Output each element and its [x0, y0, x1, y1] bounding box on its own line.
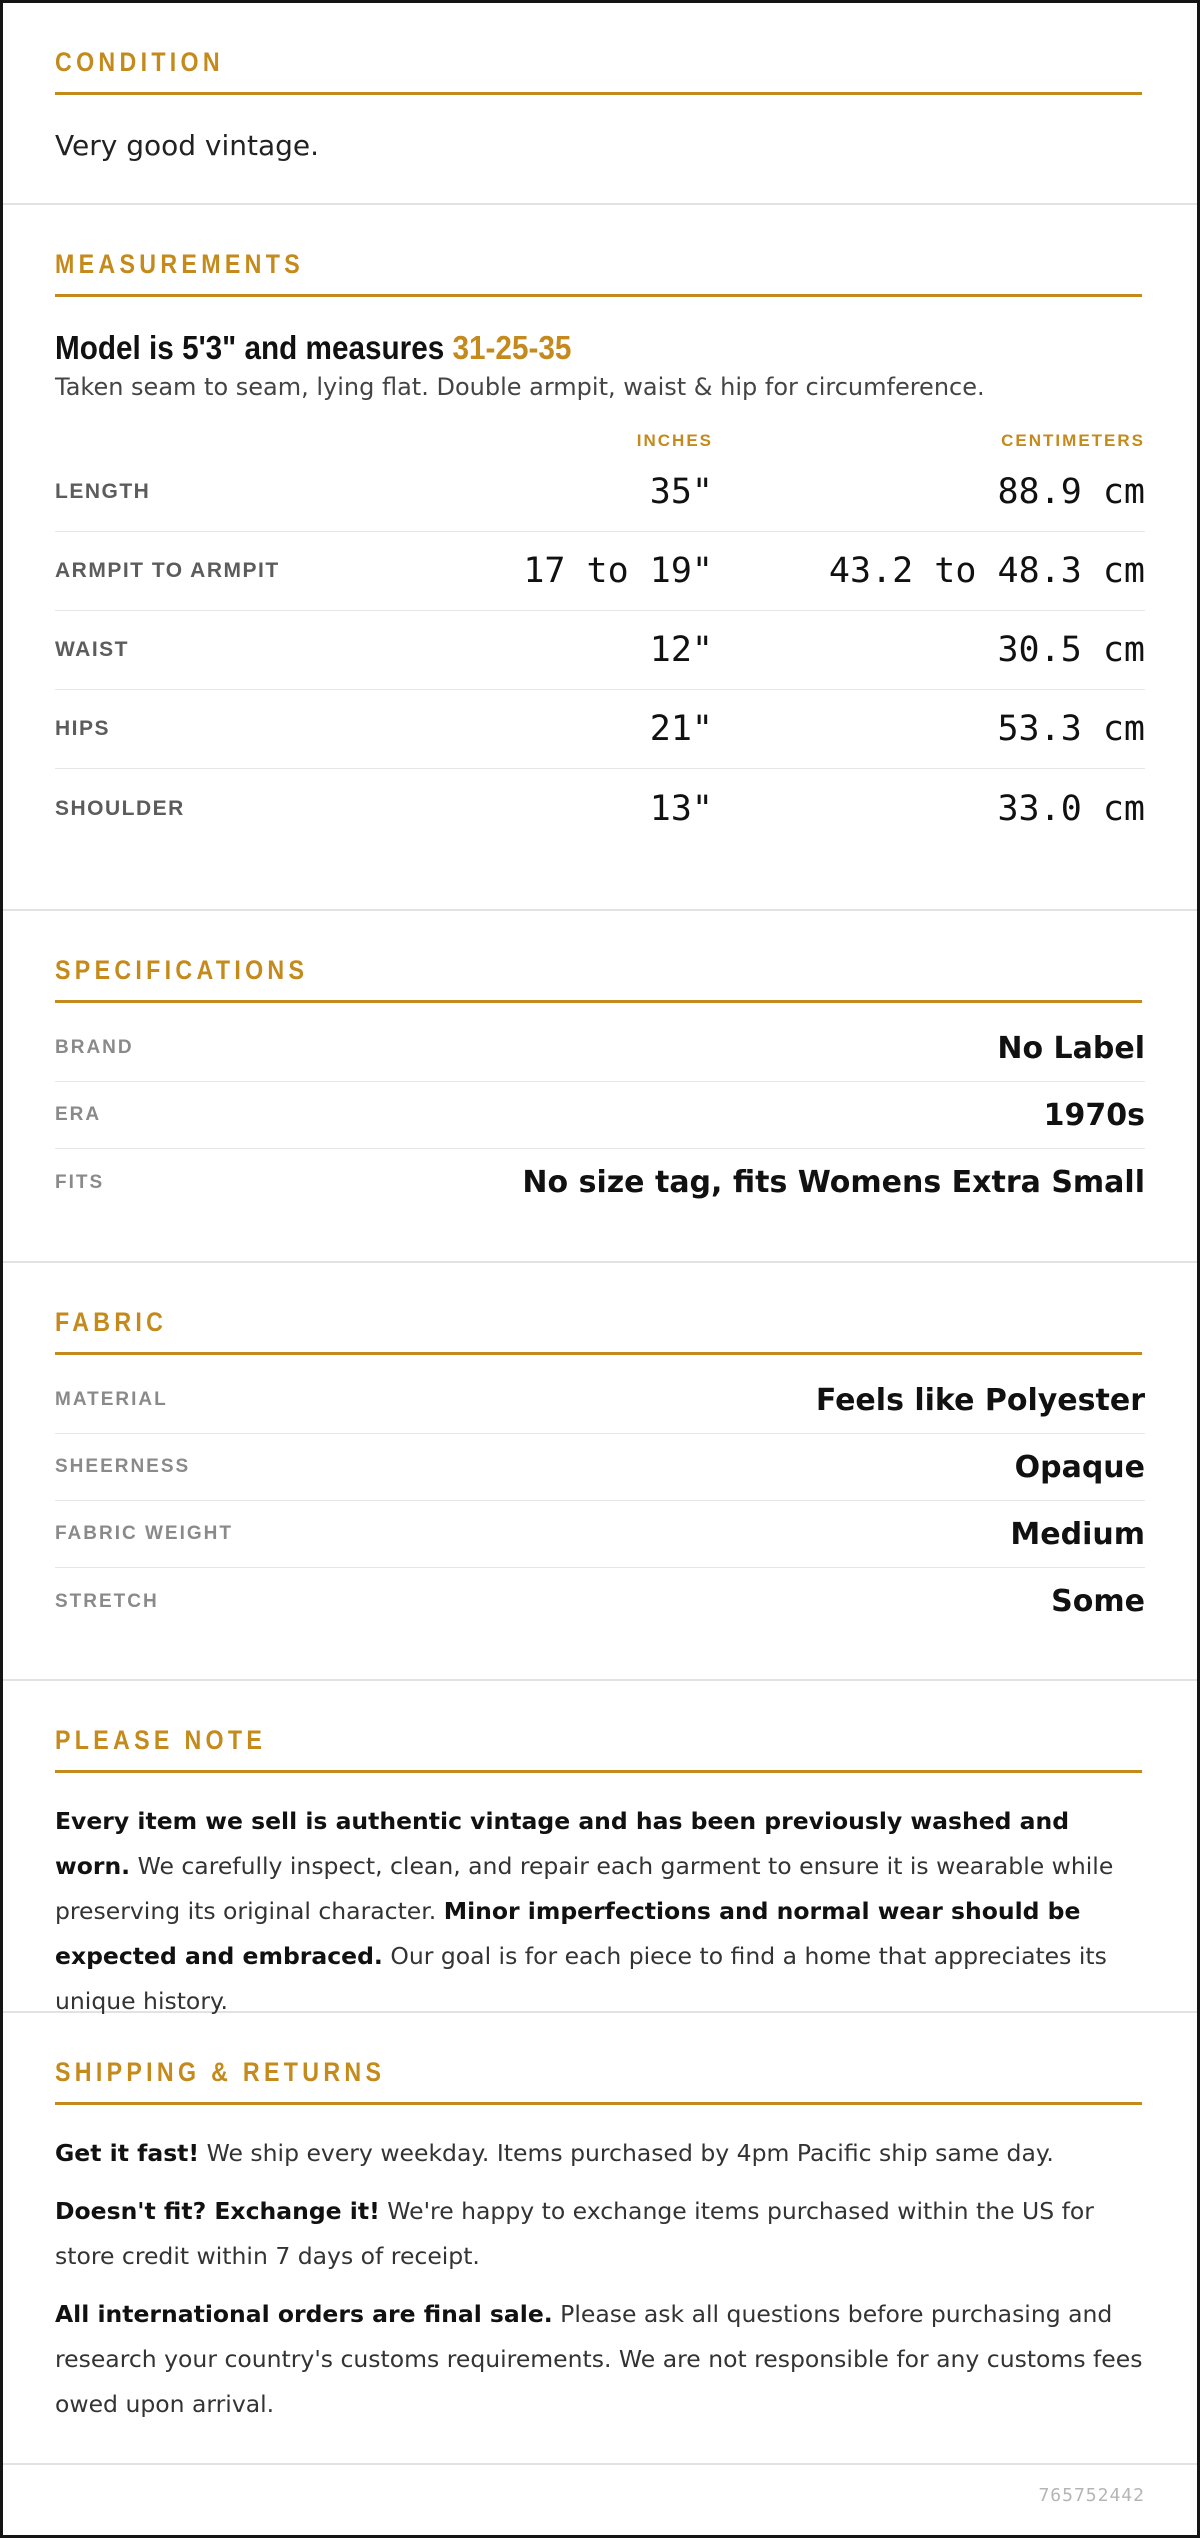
list-item — [55, 1367, 1145, 1434]
condition-section — [3, 3, 1197, 205]
measurement-cm: 33.0 cm — [997, 788, 1145, 829]
list-item — [55, 1015, 1145, 1082]
fabric-value: Opaque — [1014, 1449, 1145, 1485]
fabric-value: Some — [1051, 1584, 1145, 1619]
shipping-bold: Get it fast! — [55, 2139, 200, 2167]
measurement-cm: 88.9 cm — [997, 472, 1145, 512]
measurement-cm: 53.3 cm — [997, 709, 1145, 749]
note-text-1: We carefully inspect, clean, and repair each garment to ensure it is wearable while preserving its original character. — [55, 1852, 1114, 1925]
spec-value: 1970s — [1043, 1097, 1145, 1133]
fabric-value: Medium — [1010, 1516, 1145, 1552]
measurement-inches: 35" — [649, 472, 713, 512]
fabric-key: FABRIC WEIGHT — [55, 1523, 233, 1544]
spec-key: BRAND — [55, 1037, 134, 1058]
please-note-text — [55, 1799, 1145, 2024]
condition-text: Very good vintage. — [55, 129, 320, 162]
shipping-returns-section — [3, 2013, 1197, 2465]
fabric-value: Feels like Polyester — [815, 1382, 1145, 1418]
shipping-title: SHIPPING & RETURNS — [55, 2057, 1142, 2105]
product-id: 765752442 — [1038, 2485, 1145, 2506]
measurement-label: HIPS — [55, 717, 111, 740]
fabric-title: FABRIC — [55, 1307, 1142, 1355]
list-item — [55, 1434, 1145, 1501]
measurement-cm: 30.5 cm — [997, 630, 1145, 670]
fabric-list — [55, 1367, 1145, 1635]
centimeters-column-header: CENTIMETERS — [1001, 431, 1145, 450]
measurements-table — [55, 453, 1145, 848]
table-row — [55, 611, 1145, 690]
measurements-header — [55, 431, 1145, 453]
specifications-list — [55, 1015, 1145, 1216]
measurement-inches: 17 to 19" — [523, 551, 713, 591]
specifications-section — [3, 911, 1197, 1263]
exchange-paragraph — [55, 2189, 1145, 2279]
inches-column-header: INCHES — [636, 431, 713, 450]
measurement-inches: 21" — [649, 709, 713, 749]
spec-value: No Label — [997, 1030, 1145, 1066]
measurements-section — [3, 205, 1197, 911]
measurement-inches: 12" — [649, 630, 713, 670]
fabric-key: SHEERNESS — [55, 1456, 191, 1477]
list-item — [55, 1501, 1145, 1568]
spec-value: No size tag, fits Womens Extra Small — [522, 1165, 1145, 1200]
measurement-label: LENGTH — [55, 480, 151, 503]
list-item — [55, 1568, 1145, 1635]
shipping-paragraph — [55, 2131, 1145, 2176]
table-row — [55, 769, 1145, 848]
footer — [3, 2465, 1197, 2529]
measurements-title: MEASUREMENTS — [55, 249, 1142, 297]
note-bold-2: Minor imperfections and normal wear should be expected and embraced. — [55, 1897, 1081, 1970]
fabric-key: MATERIAL — [55, 1389, 168, 1410]
shipping-text-1: We ship every weekday. Items purchased by 4pm Pacific ship same day. — [199, 2139, 1054, 2167]
measurement-label: WAIST — [55, 638, 129, 661]
fabric-section — [3, 1263, 1197, 1681]
note-bold-1: Every item we sell is authentic vintage and has been previously washed and worn. — [55, 1807, 1070, 1880]
please-note-title: PLEASE NOTE — [55, 1725, 1142, 1773]
international-text: Please ask all questions before purchasing and research your country's customs requirements. We are not responsible for any customs fees owed upon arrival. — [55, 2300, 1143, 2418]
measurement-label: ARMPIT TO ARMPIT — [55, 559, 280, 582]
measurements-subtitle: Taken seam to seam, lying flat. Double armpit, waist & hip for circumference. — [55, 373, 985, 401]
fabric-key: STRETCH — [55, 1590, 159, 1612]
please-note-section — [3, 1681, 1197, 2013]
model-measures-value: 31-25-35 — [452, 329, 572, 366]
measurement-label: SHOULDER — [55, 796, 185, 820]
note-text-2: Our goal is for each piece to find a home that appreciates its unique history. — [55, 1942, 1107, 2015]
table-row — [55, 453, 1145, 532]
spec-key: FITS — [55, 1171, 105, 1193]
table-row — [55, 532, 1145, 611]
list-item — [55, 1149, 1145, 1216]
international-paragraph — [55, 2292, 1145, 2427]
specifications-title: SPECIFICATIONS — [55, 955, 1142, 1003]
spec-key: ERA — [55, 1104, 102, 1125]
international-bold: All international orders are final sale. — [55, 2300, 553, 2328]
model-prefix: Model is 5'3" and measures — [55, 329, 445, 366]
exchange-text: We're happy to exchange items purchased within the US for store credit within 7 days of receipt. — [55, 2197, 1094, 2270]
shipping-text — [55, 2131, 1145, 2427]
measurement-inches: 13" — [649, 788, 713, 829]
condition-title: CONDITION — [55, 47, 1142, 95]
model-measurements — [55, 329, 1036, 367]
list-item — [55, 1082, 1145, 1149]
table-row — [55, 690, 1145, 769]
measurement-cm: 43.2 to 48.3 cm — [828, 551, 1145, 591]
exchange-bold: Doesn't fit? Exchange it! — [55, 2197, 380, 2225]
